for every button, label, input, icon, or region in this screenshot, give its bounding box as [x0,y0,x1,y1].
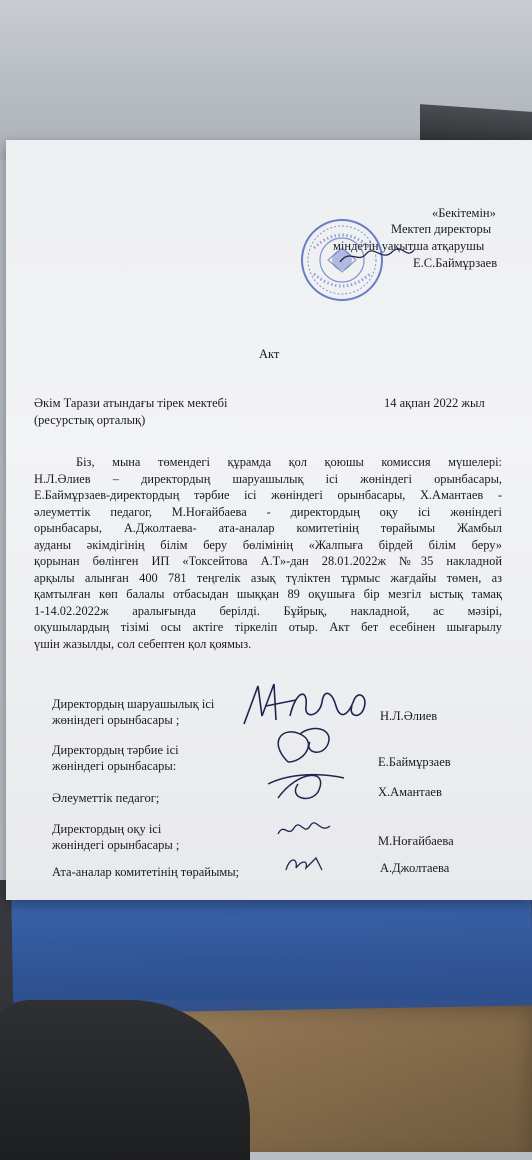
approval-line-4: Е.С.Баймұрзаев [413,256,498,270]
body-line: қамтылған көп балалы отбасыдан шыққан 89 оқушыға бір мезгіл ыстық тамақ [34,587,502,601]
signatory-role: жөніндегі орынбасары ; [52,713,180,727]
signatory-name: Е.Баймұрзаев [378,755,451,769]
document-title: Акт [259,347,280,361]
signatory-role: Директордың шаруашылық ісі [52,697,215,711]
act-body [34,454,502,652]
signatory-name: М.Ноғайбаева [378,834,454,848]
signature-nogaibaeva-icon [274,818,334,842]
approval-line-2: Мектеп директоры [391,222,492,236]
body-line: Біз, мына төмендегі құрамда қол қоюшы комиссия мүшелері: [76,455,502,469]
body-line: арқылы алынған 400 781 теңгелік азық түліктен тұрмыс жағдайы төмен, аз [34,570,502,585]
signatory-role: жөніндегі орынбасары ; [52,838,180,852]
signatory-role: Әлеуметтік педагог; [52,791,160,805]
body-line: орынбасары, А.Джолтаева- ата-аналар комитетінің төрайымы Жамбыл [34,521,502,535]
body-line: ауданы әкімдігінің білім беру бөлімінің «Жалпыға бірдей білім беру» [34,537,502,552]
signature-joltaeva-icon [282,852,326,876]
signatory-name: Х.Амантаев [378,785,442,799]
body-line: Е.Баймұрзаев-директордың тәрбие ісі жөніндегі орынбасары, Х.Амантаев - [34,488,502,502]
body-line: Н.Л.Әлиев – директордың шаруашылық ісі жөніндегі орынбасары, [34,471,502,486]
body-line: әлеуметтік педагог, М.Ноғайбаева - директордың оқу ісі жөніндегі [34,504,502,519]
body-line: оқушылардың тізімі осы актіге тіркеліп отыр. Акт бет есебінен шығарылу [34,620,502,634]
school-name-line-2: (ресурстық орталық) [34,413,146,427]
signatory-role: Директордың оқу ісі [52,822,162,836]
signatory-role: Ата-аналар комитетінің төрайымы; [52,865,240,879]
approval-line-1: «Бекітемін» [432,206,496,220]
signatory-name: Н.Л.Әлиев [380,709,438,723]
signatory-role: Директордың тәрбие ісі [52,743,179,757]
signatory-role: жөніндегі орынбасары: [52,759,177,773]
body-line: үшін жазылды, сол себептен қол қоямыз. [34,636,252,651]
signatory-name: А.Джолтаева [380,861,450,875]
document-date: 14 ақпан 2022 жыл [384,396,485,410]
body-line: қорынан бөлінген ИП «Токсейтова А.Т»-дан 28.01.2022ж №35 накладной [34,554,502,568]
school-name-line-1: Әкім Тарази атындағы тірек мектебі [34,396,228,410]
approval-line-3: міндетін уақытша атқарушы [333,239,485,253]
signature-baimurzaev-icon [248,722,368,806]
director-signature-icon [336,244,416,268]
body-line: 1-14.02.2022ж аралығында берілді. Бұйрық, накладной, ас мәзірі, [34,603,502,618]
